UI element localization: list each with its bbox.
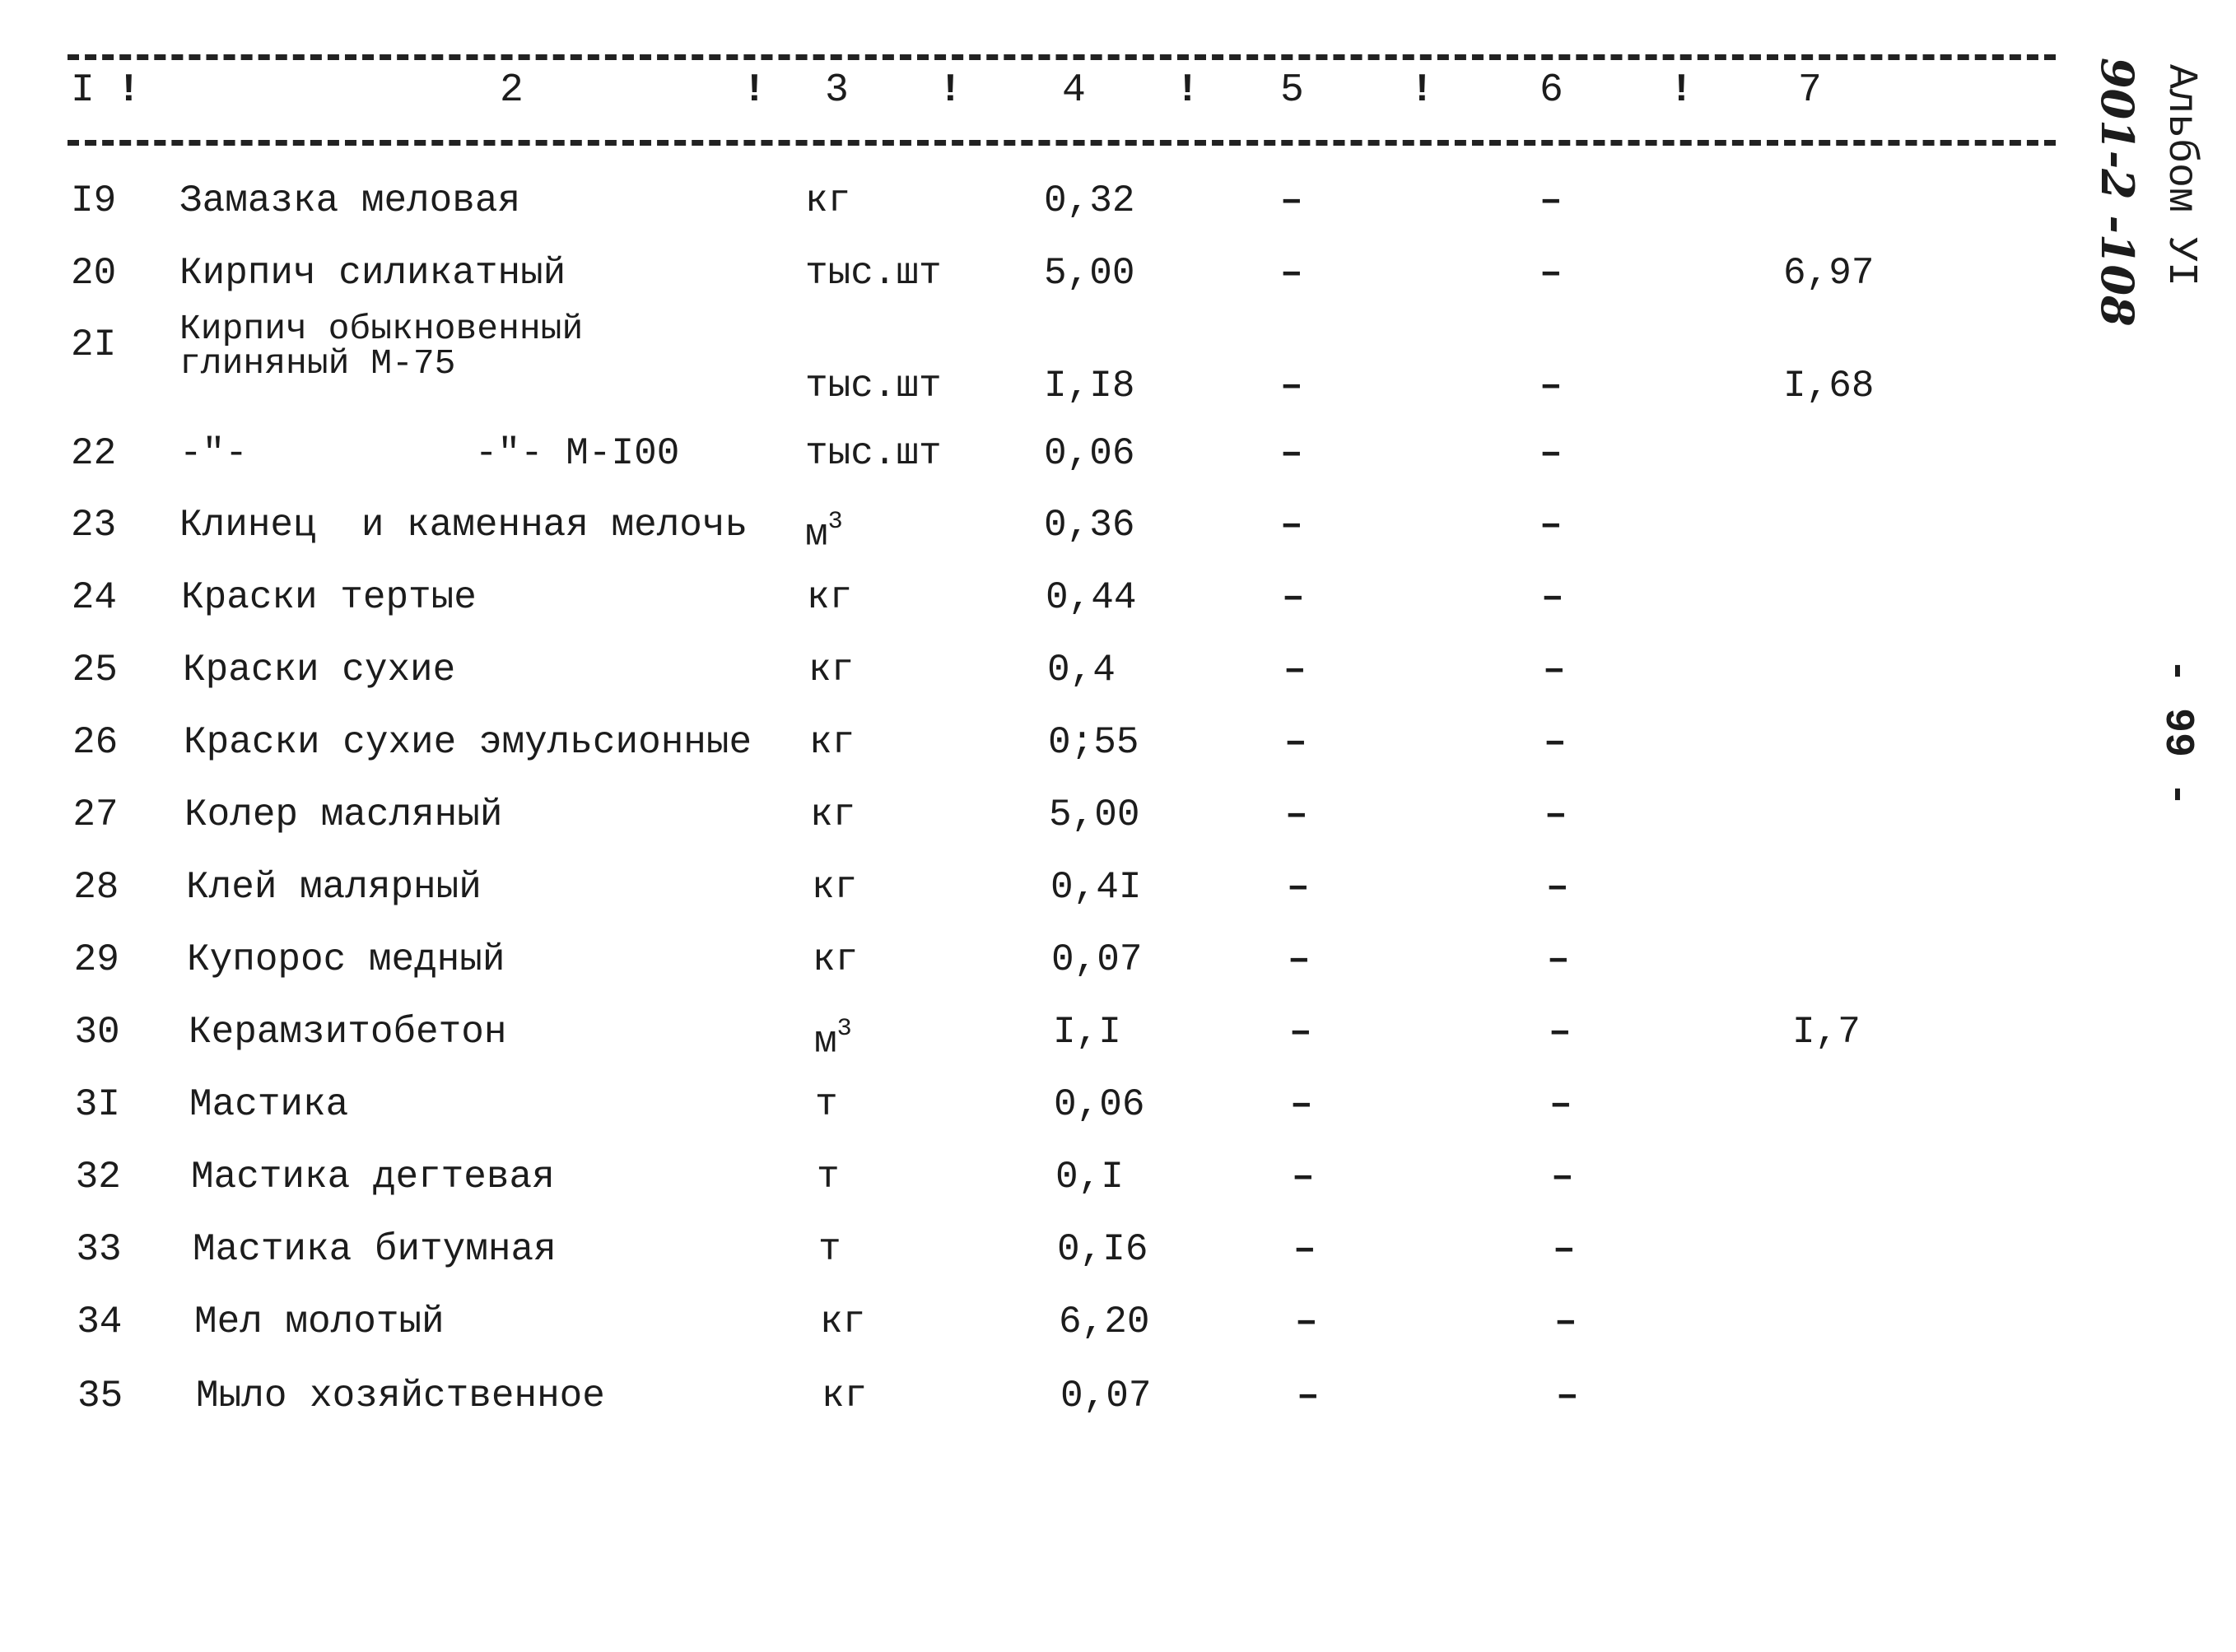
unit (818, 1228, 841, 1271)
unit (817, 1156, 840, 1198)
unit (805, 179, 850, 222)
col7-value: I,68 (1783, 365, 1875, 407)
table-row (0, 179, 2058, 229)
table-row (0, 649, 2058, 698)
unit (813, 938, 858, 981)
col5-value: – (1292, 1156, 1315, 1198)
col5-value: – (1280, 179, 1303, 222)
header-bottom-rule (68, 140, 2056, 146)
unit (805, 504, 843, 556)
col5-value: – (1280, 365, 1303, 407)
quantity-value: 0,4I (1050, 866, 1142, 909)
header-col-2: 2 (500, 68, 524, 113)
header-col-7: 7 (1798, 68, 1822, 113)
material-name (184, 793, 502, 836)
col5-value: – (1295, 1301, 1318, 1343)
col6-value: – (1544, 721, 1567, 764)
col6-value: – (1551, 1156, 1574, 1198)
col5-value: – (1289, 1011, 1312, 1054)
material-name-line: Купорос медный (187, 938, 505, 981)
quantity-value: I,I8 (1044, 365, 1135, 407)
quantity-value: 5,00 (1049, 793, 1140, 836)
material-name-line: Краски сухие эмульсионные (184, 721, 752, 764)
quantity-value: 0,06 (1044, 432, 1135, 475)
material-name (179, 504, 748, 547)
col7-value: I,7 (1792, 1011, 1861, 1054)
album-code: 901-2 -108 (2091, 58, 2144, 327)
material-name (184, 721, 752, 764)
table-row (0, 793, 2058, 843)
header-separator: ! (117, 68, 141, 113)
unit-text: кг (809, 721, 855, 764)
row-number: 20 (71, 252, 117, 295)
header-separator: ! (1410, 68, 1434, 113)
unit-superscript: 3 (836, 1015, 852, 1043)
col5-value: – (1290, 1083, 1313, 1126)
col5-value: – (1280, 504, 1303, 547)
material-name (189, 1011, 506, 1054)
material-name (179, 309, 584, 384)
material-name (179, 252, 566, 295)
material-name-line: Кирпич силикатный (179, 252, 566, 295)
page-number: - 99 - (2154, 658, 2201, 807)
col5-value: – (1280, 432, 1303, 475)
col5-value: – (1288, 938, 1311, 981)
header-separator: ! (1670, 68, 1693, 113)
col6-value: – (1549, 1011, 1572, 1054)
col6-value: – (1543, 649, 1566, 691)
table-row (0, 866, 2058, 915)
material-name (186, 866, 482, 909)
material-name-line: Клинец и каменная мелочь (179, 504, 748, 547)
unit-text: т (817, 1156, 840, 1198)
header-separator: ! (1176, 68, 1200, 113)
unit-text: т (818, 1228, 841, 1271)
album-label: Альбом УI (2157, 64, 2204, 287)
row-number: 24 (71, 576, 118, 619)
col6-value: – (1554, 1301, 1577, 1343)
unit-text: т (815, 1083, 838, 1126)
header-separator: ! (743, 68, 766, 113)
unit (805, 432, 942, 475)
material-name-line: Мастика битумная (193, 1228, 557, 1271)
quantity-value: 0,06 (1054, 1083, 1145, 1126)
material-name-line: Краски сухие (183, 649, 456, 691)
unit (805, 252, 942, 295)
quantity-value: 0,07 (1060, 1375, 1152, 1417)
table-row (0, 432, 2058, 482)
material-name (191, 1156, 555, 1198)
row-number: 22 (71, 432, 117, 475)
unit-text: кг (808, 649, 855, 691)
col6-value: – (1556, 1375, 1579, 1417)
row-number: 3I (74, 1083, 121, 1126)
unit (822, 1375, 867, 1417)
row-number: 35 (77, 1375, 123, 1417)
material-name (196, 1375, 605, 1417)
table-row (0, 504, 2058, 556)
unit-text: кг (810, 793, 856, 836)
material-name-line: Мыло хозяйственное (196, 1375, 605, 1417)
row-number: 29 (73, 938, 119, 981)
material-name (193, 1228, 557, 1271)
col6-value: – (1546, 866, 1569, 909)
col6-value: – (1541, 576, 1564, 619)
material-name-line: Мастика (189, 1083, 349, 1126)
table-row (0, 938, 2058, 988)
col5-value: – (1293, 1228, 1316, 1271)
col6-value: – (1544, 793, 1568, 836)
quantity-value: 0,36 (1044, 504, 1135, 547)
row-number: 26 (72, 721, 119, 764)
row-number: 23 (71, 504, 117, 547)
header-separator: ! (939, 68, 962, 113)
col6-value: – (1540, 179, 1563, 222)
table-row (0, 1301, 2058, 1350)
header-col-3: 3 (825, 68, 849, 113)
table-row (0, 252, 2058, 301)
unit (809, 721, 855, 764)
table-row (0, 1228, 2058, 1277)
quantity-value: 0,I6 (1057, 1228, 1148, 1271)
col5-value: – (1285, 793, 1308, 836)
quantity-value: I,I (1053, 1011, 1121, 1054)
material-name (194, 1301, 445, 1343)
table-row (0, 576, 2058, 626)
table-row (0, 1156, 2058, 1205)
header-col-4: 4 (1062, 68, 1086, 113)
col5-value: – (1284, 721, 1307, 764)
unit-text: тыс.шт (805, 432, 942, 475)
material-name-line: Клей малярный (186, 866, 482, 909)
header-col-1: I (71, 68, 95, 113)
unit-text: кг (805, 179, 851, 222)
unit (805, 365, 942, 407)
unit (808, 649, 854, 691)
table-row (0, 1083, 2058, 1133)
header-col-6: 6 (1540, 68, 1563, 113)
row-number: 34 (77, 1301, 123, 1343)
row-number: 27 (72, 793, 119, 836)
col6-value: – (1553, 1228, 1576, 1271)
row-number: I9 (71, 179, 117, 222)
unit (820, 1301, 865, 1343)
quantity-value: 6,20 (1059, 1301, 1150, 1343)
col5-value: – (1282, 576, 1305, 619)
unit-text: тыс.шт (805, 252, 942, 295)
unit-text: м (814, 1020, 837, 1063)
material-name (189, 1083, 348, 1126)
col6-value: – (1540, 504, 1563, 547)
col7-value: 6,97 (1783, 252, 1875, 295)
unit-text: кг (812, 866, 858, 909)
col5-value: – (1283, 649, 1307, 691)
quantity-value: 0;55 (1048, 721, 1139, 764)
material-name-line: Мел молотый (194, 1301, 445, 1343)
quantity-value: 0,44 (1046, 576, 1137, 619)
material-name-line: Колер масляный (184, 793, 503, 836)
unit (812, 866, 857, 909)
quantity-value: 5,00 (1044, 252, 1135, 295)
material-name-line: глиняный М-75 (179, 343, 456, 384)
col6-value: – (1540, 432, 1563, 475)
row-number: 28 (73, 866, 119, 909)
unit-superscript: 3 (827, 508, 843, 536)
table-row (0, 309, 2058, 407)
unit (815, 1083, 838, 1126)
col5-value: – (1280, 252, 1303, 295)
unit (807, 576, 852, 619)
material-name-line: Кирпич обыкновенный (179, 309, 584, 349)
table-row (0, 1375, 2058, 1424)
material-name-line: Замазка меловая (179, 179, 521, 222)
unit-text: кг (813, 938, 859, 981)
material-name-line: Мастика дегтевая (191, 1156, 555, 1198)
unit (814, 1011, 852, 1063)
material-name (187, 938, 505, 981)
unit-text: кг (807, 576, 853, 619)
material-name-line: -"- -"- М-I00 (179, 432, 680, 475)
unit-text: м (805, 513, 828, 556)
table-row (0, 1011, 2058, 1063)
row-number: 33 (76, 1228, 122, 1271)
quantity-value: 0,4 (1047, 649, 1116, 691)
col6-value: – (1547, 938, 1570, 981)
quantity-value: 0,07 (1051, 938, 1143, 981)
unit-text: кг (822, 1375, 868, 1417)
header-top-rule (68, 54, 2056, 60)
unit-text: тыс.шт (805, 365, 942, 407)
material-name (181, 576, 477, 619)
col6-value: – (1540, 365, 1563, 407)
unit-text: кг (820, 1301, 866, 1343)
row-number: 32 (75, 1156, 121, 1198)
material-name (179, 179, 520, 222)
col5-value: – (1287, 866, 1310, 909)
quantity-value: 0,I (1055, 1156, 1124, 1198)
row-number: 30 (74, 1011, 120, 1054)
table-row (0, 721, 2058, 770)
row-number: 25 (72, 649, 118, 691)
material-name (183, 649, 455, 691)
col6-value: – (1540, 252, 1563, 295)
header-col-5: 5 (1280, 68, 1304, 113)
material-name (179, 432, 679, 475)
material-name-line: Керамзитобетон (189, 1011, 507, 1054)
row-number: 2I (71, 323, 117, 366)
material-name-line: Краски тертые (181, 576, 477, 619)
unit (810, 793, 855, 836)
quantity-value: 0,32 (1044, 179, 1135, 222)
col6-value: – (1549, 1083, 1572, 1126)
col5-value: – (1297, 1375, 1320, 1417)
